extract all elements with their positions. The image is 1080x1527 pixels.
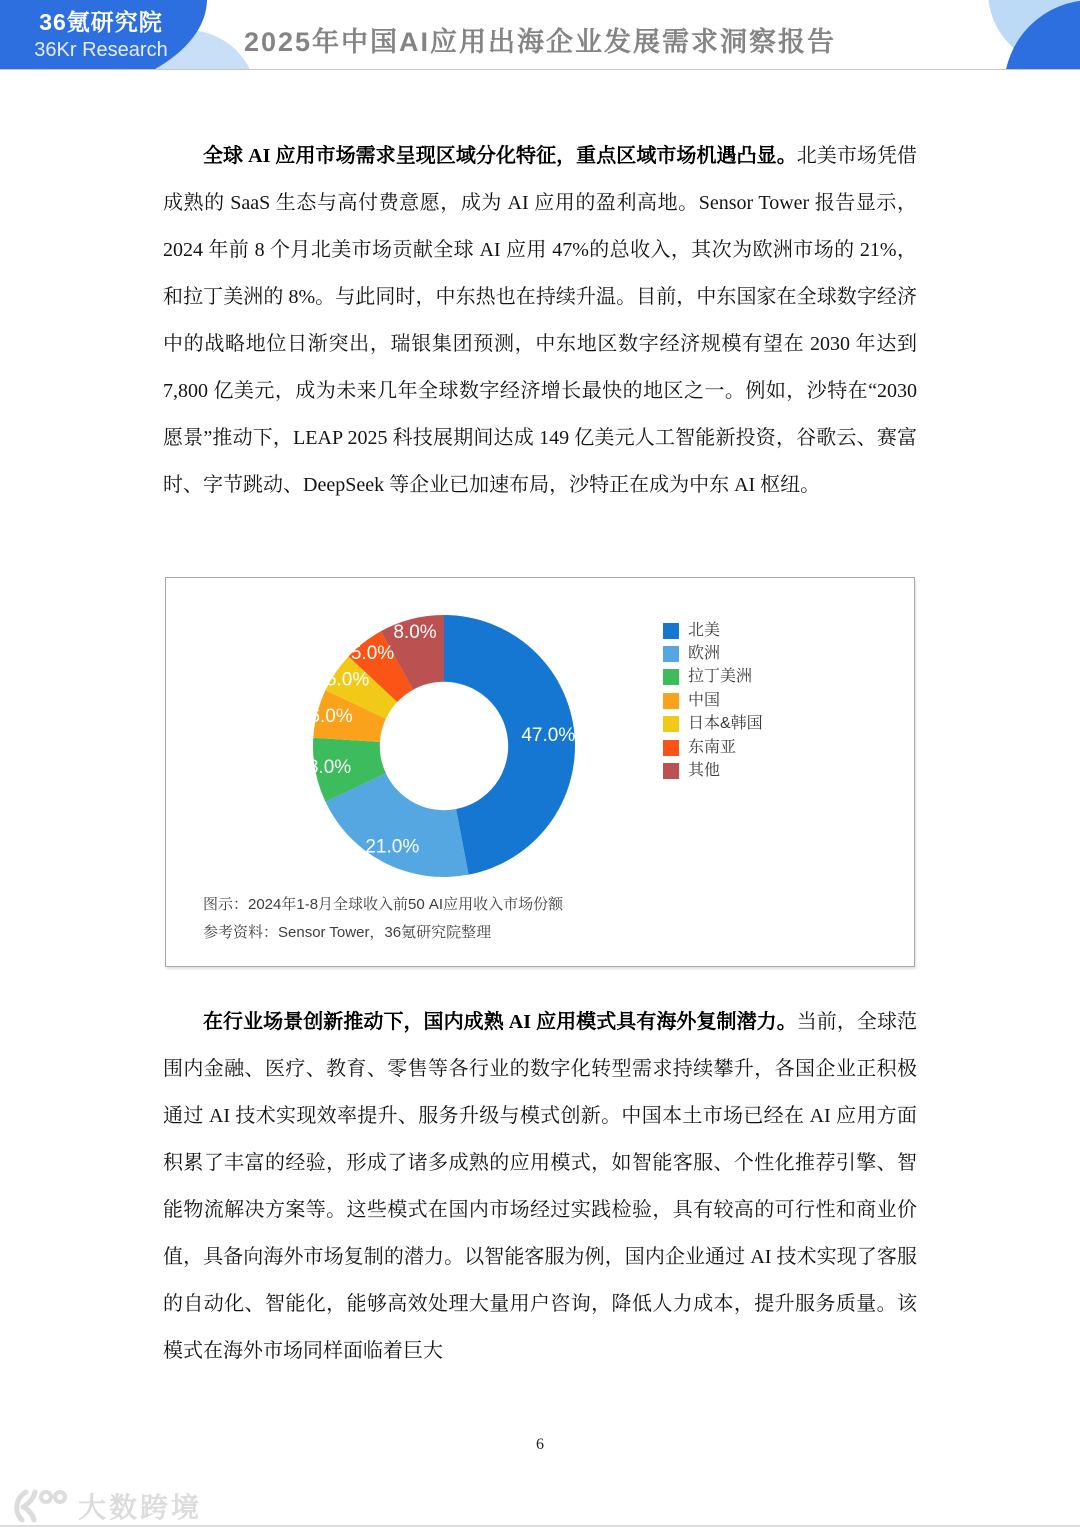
page-header — [0, 0, 1080, 70]
legend-item-1 — [663, 642, 763, 665]
brand-name-en: 36Kr Research — [34, 39, 168, 61]
figure-source: 参考资料：Sensor Tower，36氪研究院整理 — [203, 924, 492, 941]
legend-label: 其他 — [688, 762, 721, 780]
paragraph-domestic-models — [163, 999, 917, 1375]
legend-item-0 — [663, 619, 763, 642]
legend-label: 东南亚 — [688, 738, 737, 756]
brand-logo — [15, 7, 187, 63]
legend-label: 拉丁美洲 — [688, 668, 753, 686]
figure-caption: 图示：2024年1-8月全球收入前50 AI应用收入市场份额 — [203, 896, 564, 913]
donut-label-0: 47.0% — [521, 725, 576, 747]
donut-label-4: 5.0% — [325, 669, 370, 691]
paragraph-body: 当前，全球范围内金融、医疗、教育、零售等各行业的数字化转型需求持续攀升，各国企业正积极通过 AI 技术实现效率提升、服务升级与模式创新。中国本土市场已经在 AI 应用方面积累了丰富的经验，形成了诸多成熟的应用模式，如智能客服、个性化推荐引擎、智能物流解决方案等。这些模式在国内市场经过实践检验，具有较高的可行性和商业价值，具备向海外市场复制的潜力。以智能客服为例，国内企业通过 AI 技术实现了客服的自动化、智能化，能够高效处理大量用户咨询，降低人力成本，提升服务质量。该模式在海外市场同样面临着巨大 — [163, 1011, 918, 1362]
legend-item-5 — [663, 736, 763, 759]
legend-swatch-icon — [663, 740, 679, 756]
report-title: 2025年中国AI应用出海企业发展需求洞察报告 — [243, 27, 837, 57]
legend-swatch-icon — [663, 669, 679, 685]
legend-swatch-icon — [663, 646, 679, 662]
page-number: 6 — [536, 1436, 544, 1453]
legend-swatch-icon — [663, 693, 679, 709]
donut-label-2: 8.0% — [307, 756, 352, 778]
donut-label-1: 21.0% — [365, 836, 420, 858]
donut-label-5: 5.0% — [350, 642, 395, 664]
legend-item-4 — [663, 713, 763, 736]
paragraph-lead: 在行业场景创新推动下，国内成熟 AI 应用模式具有海外复制潜力。 — [203, 1011, 797, 1033]
legend-label: 中国 — [688, 691, 721, 709]
chart-legend — [663, 619, 763, 783]
legend-label: 日本&韩国 — [688, 715, 763, 733]
figure-box — [165, 577, 915, 967]
watermark — [10, 1486, 202, 1526]
legend-label: 欧洲 — [688, 645, 721, 663]
legend-item-3 — [663, 689, 763, 712]
watermark-text: 大数跨境 — [78, 1492, 203, 1523]
paragraph-lead: 全球 AI 应用市场需求呈现区域分化特征，重点区域市场机遇凸显。 — [203, 145, 797, 167]
legend-swatch-icon — [663, 623, 679, 639]
legend-swatch-icon — [663, 716, 679, 732]
watermark-logo-icon — [10, 1488, 72, 1524]
brand-name-cn: 36氪研究院 — [39, 9, 163, 35]
paragraph-global-market — [163, 133, 917, 509]
legend-item-6 — [663, 759, 763, 782]
donut-label-3: 6.0% — [309, 706, 353, 728]
donut-label-6: 8.0% — [393, 622, 437, 644]
paragraph-body: 北美市场凭借成熟的 SaaS 生态与高付费意愿，成为 AI 应用的盈利高地。Sensor Tower 报告显示，2024 年前 8 个月北美市场贡献全球 AI 应用 47%的总收入，其次为欧洲市场的 21%，和拉丁美洲的 8%。与此同时，中东热也在持续升温。目前，中东国家在全球数字经济中的战略地位日渐突出，瑞银集团预测，中东地区数字经济规模有望在 2030 年达到 7,800 亿美元，成为未来几年全球数字经济增长最快的地区之一。例如，沙特在“2030 愿景”推动下，LEAP 2025 科技展期间达成 149 亿美元人工智能新投资，谷歌云、赛富时、字节跳动、DeepSeek 等企业已加速布局，沙特正在成为中东 AI 枢纽。 — [163, 145, 918, 496]
legend-label: 北美 — [688, 621, 721, 639]
legend-item-2 — [663, 666, 763, 689]
legend-swatch-icon — [663, 763, 679, 779]
